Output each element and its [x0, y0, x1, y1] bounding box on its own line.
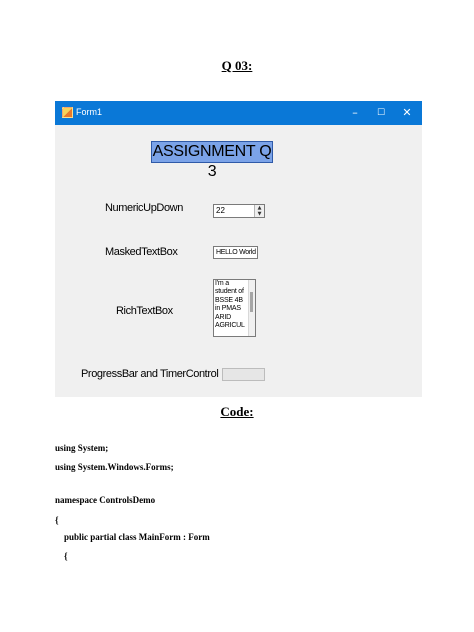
rich-line: I'm a [215, 280, 229, 287]
masked-textbox-label: MaskedTextBox [105, 246, 178, 258]
spin-up-icon[interactable]: ▲ [257, 205, 262, 211]
window-title: Form1 [76, 107, 103, 117]
assignment-banner-label: ASSIGNMENT Q 3 [152, 143, 272, 180]
code-line: namespace ControlsDemo [55, 495, 156, 505]
question-heading: Q 03: [221, 58, 253, 73]
rich-textbox-scrollbar[interactable] [248, 280, 255, 336]
rich-line: student of [215, 288, 244, 296]
minimize-button[interactable]: – [352, 106, 358, 119]
title-bar[interactable] [55, 101, 422, 125]
code-line: { [55, 551, 68, 561]
progress-bar [222, 368, 265, 381]
code-line: { [55, 515, 59, 525]
masked-textbox[interactable]: HELLO World [213, 246, 258, 259]
spin-down-icon[interactable]: ▼ [257, 211, 262, 217]
numeric-updown-value[interactable]: 22 [216, 206, 225, 215]
numeric-updown[interactable] [213, 204, 265, 218]
maximize-button[interactable]: ☐ [376, 108, 386, 118]
close-button[interactable]: ✕ [402, 106, 412, 119]
rich-line: AGRICUL [215, 322, 245, 330]
rich-line: in PMAS [215, 305, 241, 313]
code-heading: Code: [220, 404, 254, 419]
rich-line: ARID [215, 313, 231, 321]
form-window [55, 101, 422, 397]
rich-textbox-label: RichTextBox [116, 305, 173, 317]
form-app-icon [62, 107, 73, 118]
scrollbar-thumb[interactable] [250, 292, 253, 312]
code-line: using System; [55, 443, 109, 453]
rich-textbox[interactable] [213, 279, 256, 337]
progressbar-label: ProgressBar and TimerControl [81, 368, 219, 380]
code-line: public partial class MainForm : Form [55, 532, 210, 542]
code-line: using System.Windows.Forms; [55, 462, 174, 472]
rich-textbox-content[interactable] [215, 280, 248, 330]
numeric-updown-label: NumericUpDown [105, 202, 183, 214]
spin-buttons[interactable] [254, 205, 264, 217]
rich-line: BSSE 4B [215, 296, 243, 304]
